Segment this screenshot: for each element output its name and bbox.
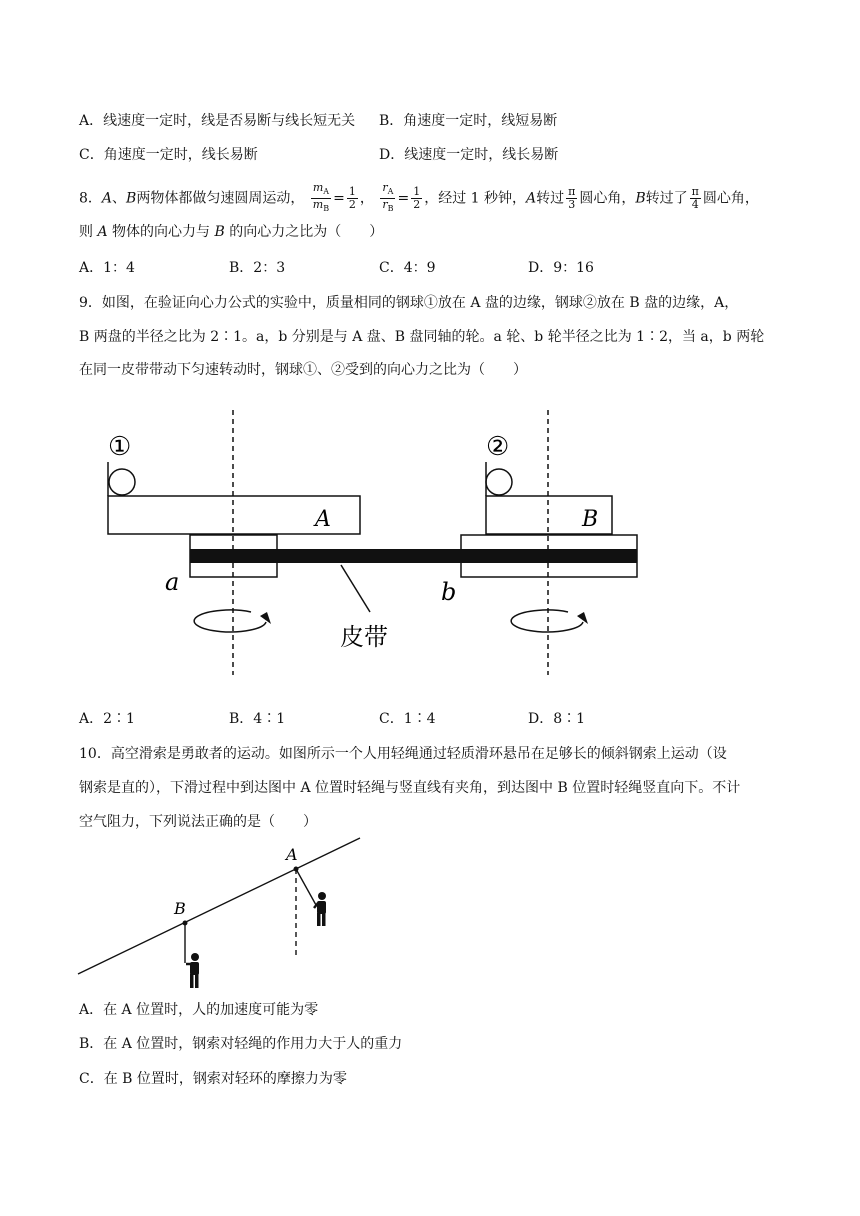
point-a-label: A	[286, 845, 298, 864]
belt-label: 皮带	[340, 623, 388, 651]
person-b	[186, 953, 199, 988]
wheel-b-label: b	[441, 578, 457, 606]
q9-figure	[0, 400, 860, 690]
rotation-arrow-a	[194, 610, 266, 632]
rope-a	[296, 869, 316, 905]
ball-2	[486, 469, 512, 495]
q8-angle-b: $\frac{\pi}{4}$	[691, 185, 699, 212]
plate-a-label: A	[315, 507, 331, 532]
ring-a	[294, 867, 299, 872]
q10-stem-line3: 空气阻力，下列说法正确的是（ ）	[79, 814, 317, 830]
rotation-arrow-b	[511, 610, 583, 632]
ball-1-label: ①	[108, 432, 132, 462]
ring-b	[183, 921, 188, 926]
q7-option-b: B．角速度一定时，线短易断	[379, 113, 558, 129]
q7-option-a: A．线速度一定时，线是否易断与线长短无关	[79, 113, 356, 129]
q9-option-c: C．1∶4	[379, 711, 436, 727]
q8-option-b: B．2：3	[229, 260, 286, 276]
point-b-label: B	[174, 899, 186, 918]
q8-mass-ratio: $\frac{m_A}{m_B}$	[312, 181, 330, 214]
q10-stem-line2: 钢索是直的），下滑过程中到达图中 A 位置时轻绳与竖直线有夹角，到达图中 B 位置时轻绳竖直向下。不计	[79, 780, 741, 796]
q10-option-a: A．在 A 位置时，人的加速度可能为零	[79, 1002, 319, 1018]
q8-option-c: C．4：9	[379, 260, 436, 276]
wheel-a-label: a	[165, 568, 180, 596]
q10-option-b: B．在 A 位置时，钢索对轻绳的作用力大于人的重力	[79, 1036, 403, 1052]
q8-option-d: D．9：16	[528, 260, 594, 276]
q7-option-c: C．角速度一定时，线长易断	[79, 147, 258, 163]
q8-radius-ratio: $\frac{r_A}{r_B}$	[382, 181, 394, 214]
q10-figure	[0, 835, 860, 995]
q7-option-d: D．线速度一定时，线长易断	[379, 147, 559, 163]
q10-option-c: C．在 B 位置时，钢索对轻环的摩擦力为零	[79, 1071, 347, 1087]
q9-stem-line2: B 两盘的半径之比为 2∶1。a，b 分别是与 A 盘、B 盘同轴的轮。a 轮、b 轮半径之比为 1∶2，当 a，b 两轮	[79, 329, 765, 345]
q8-intro: 两物体都做匀速圆周运动，	[136, 190, 305, 207]
q9-stem-line1: 9．如图，在验证向心力公式的实验中，质量相同的钢球①放在 A 盘的边缘，钢球②放在 B 盘的边缘，A，	[79, 295, 739, 311]
q9-stem-line3: 在同一皮带带动下匀速转动时，钢球①、②受到的向心力之比为（ ）	[79, 362, 527, 378]
ball-1	[109, 469, 135, 495]
q8-number: 8．	[79, 190, 102, 207]
q8-half-1: $\frac{1}{2}$	[348, 185, 356, 212]
ball-2-label: ②	[486, 432, 510, 462]
q8-half-2: $\frac{1}{2}$	[413, 185, 421, 212]
q8-stem-line1: 8．A、B两物体都做匀速圆周运动， $\frac{m_A}{m_B}$ = $\frac{1}{2}$ ， $\frac{r_A}{r_B}$ = $\frac{1}{2}$ ，经过 1 秒钟，A转过 $\frac{\pi}{3}$ 圆心角，B转过了 $\frac{\pi}{4}$ 圆心角，	[79, 181, 759, 214]
person-a	[314, 892, 326, 926]
q8-object-a: A	[101, 190, 113, 207]
plate-b-label: B	[582, 507, 599, 532]
q8-stem-line2: 则 A 物体的向心力与 B 的向心力之比为（ ）	[79, 224, 384, 240]
belt-pointer	[341, 565, 370, 612]
q8-option-a: A．1：4	[79, 260, 135, 276]
belt	[190, 549, 637, 563]
q8-angle-a: $\frac{\pi}{3}$	[568, 185, 576, 212]
q8-object-b: B	[126, 190, 137, 207]
q9-option-a: A．2∶1	[79, 711, 135, 727]
q10-stem-line1: 10．高空滑索是勇敢者的运动。如图所示一个人用轻绳通过轻质滑环悬吊在足够长的倾斜钢索上运动（设	[79, 746, 727, 762]
q9-option-b: B．4∶1	[229, 711, 286, 727]
q9-option-d: D．8∶1	[528, 711, 586, 727]
